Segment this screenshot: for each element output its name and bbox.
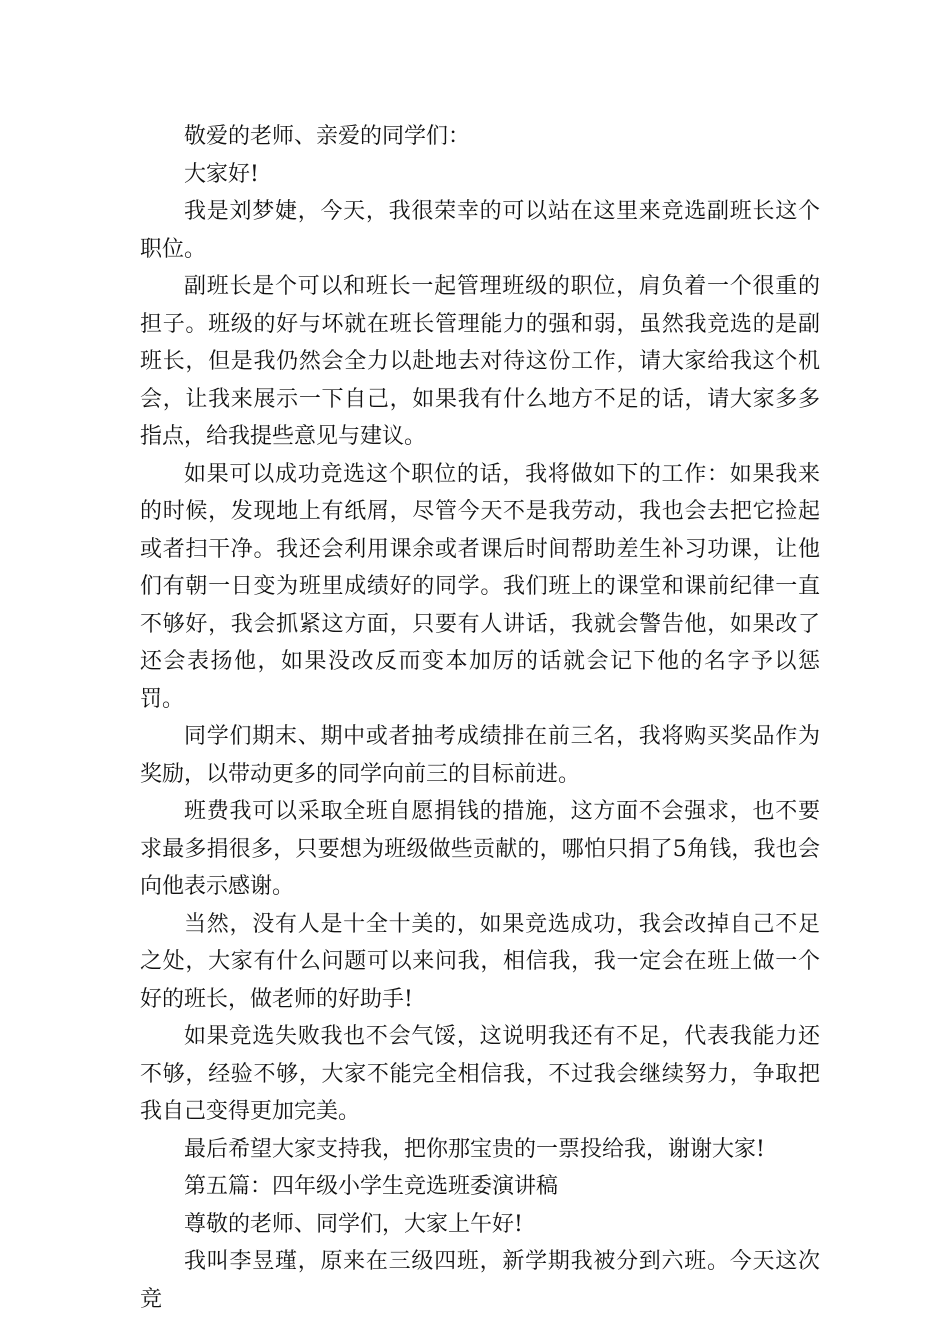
paragraph-intro: 我是刘梦婕，今天，我很荣幸的可以站在这里来竞选副班长这个职位。 [140, 199, 820, 262]
section-heading: 第五篇：四年级小学生竞选班委演讲稿 [184, 1174, 559, 1199]
paragraph-closing: 最后希望大家支持我，把你那宝贵的一票投给我，谢谢大家! [184, 1136, 765, 1162]
paragraph-class-fund: 班费我可以采取全班自愿捐钱的措施，这方面不会强求，也不要求最多捐很多，只要想为班级做些贡献的，哪怕只捐了5角钱，我也会向他表示感谢。 [140, 799, 820, 899]
paragraph-second-greeting: 尊敬的老师、同学们，大家上午好! [184, 1211, 523, 1237]
paragraph-rewards: 同学们期末、期中或者抽考成绩排在前三名，我将购买奖品作为奖励，以带动更多的同学向前三的目标前进。 [140, 724, 820, 787]
paragraph-work-plan: 如果可以成功竞选这个职位的话，我将做如下的工作：如果我来的时候，发现地上有纸屑，尽管今天不是我劳动，我也会去把它捡起或者扫干净。我还会利用课余或者课后时间帮助差生补习功课，让他们有朝一日变为班里成绩好的同学。我们班上的课堂和课前纪律一直不够好，我会抓紧这方面，只要有人讲话，我就会警告他，如果改了还会表扬他，如果没改反而变本加厉的话就会记下他的名字予以惩罚。 [140, 461, 820, 712]
paragraph-role-description: 副班长是个可以和班长一起管理班级的职位，肩负着一个很重的担子。班级的好与坏就在班长管理能力的强和弱，虽然我竞选的是副班长，但是我仍然会全力以赴地去对待这份工作，请大家给我这个机会，让我来展示一下自己，如果我有什么地方不足的话，请大家多多指点，给我提些意见与建议。 [140, 274, 820, 449]
paragraph-greeting: 敬爱的老师、亲爱的同学们： [184, 124, 471, 149]
document-body [140, 118, 820, 1318]
paragraph-hello: 大家好! [184, 161, 259, 187]
paragraph-if-failed: 如果竞选失败我也不会气馁，这说明我还有不足，代表我能力还不够，经验不够，大家不能完全相信我，不过我会继续努力，争取把我自己变得更加完美。 [140, 1024, 820, 1124]
paragraph-second-intro: 我叫李昱瑾，原来在三级四班，新学期我被分到六班。今天这次竞 [140, 1249, 820, 1312]
paragraph-if-elected: 当然，没有人是十全十美的，如果竞选成功，我会改掉自己不足之处，大家有什么问题可以来问我，相信我，我一定会在班上做一个好的班长，做老师的好助手! [140, 911, 820, 1012]
